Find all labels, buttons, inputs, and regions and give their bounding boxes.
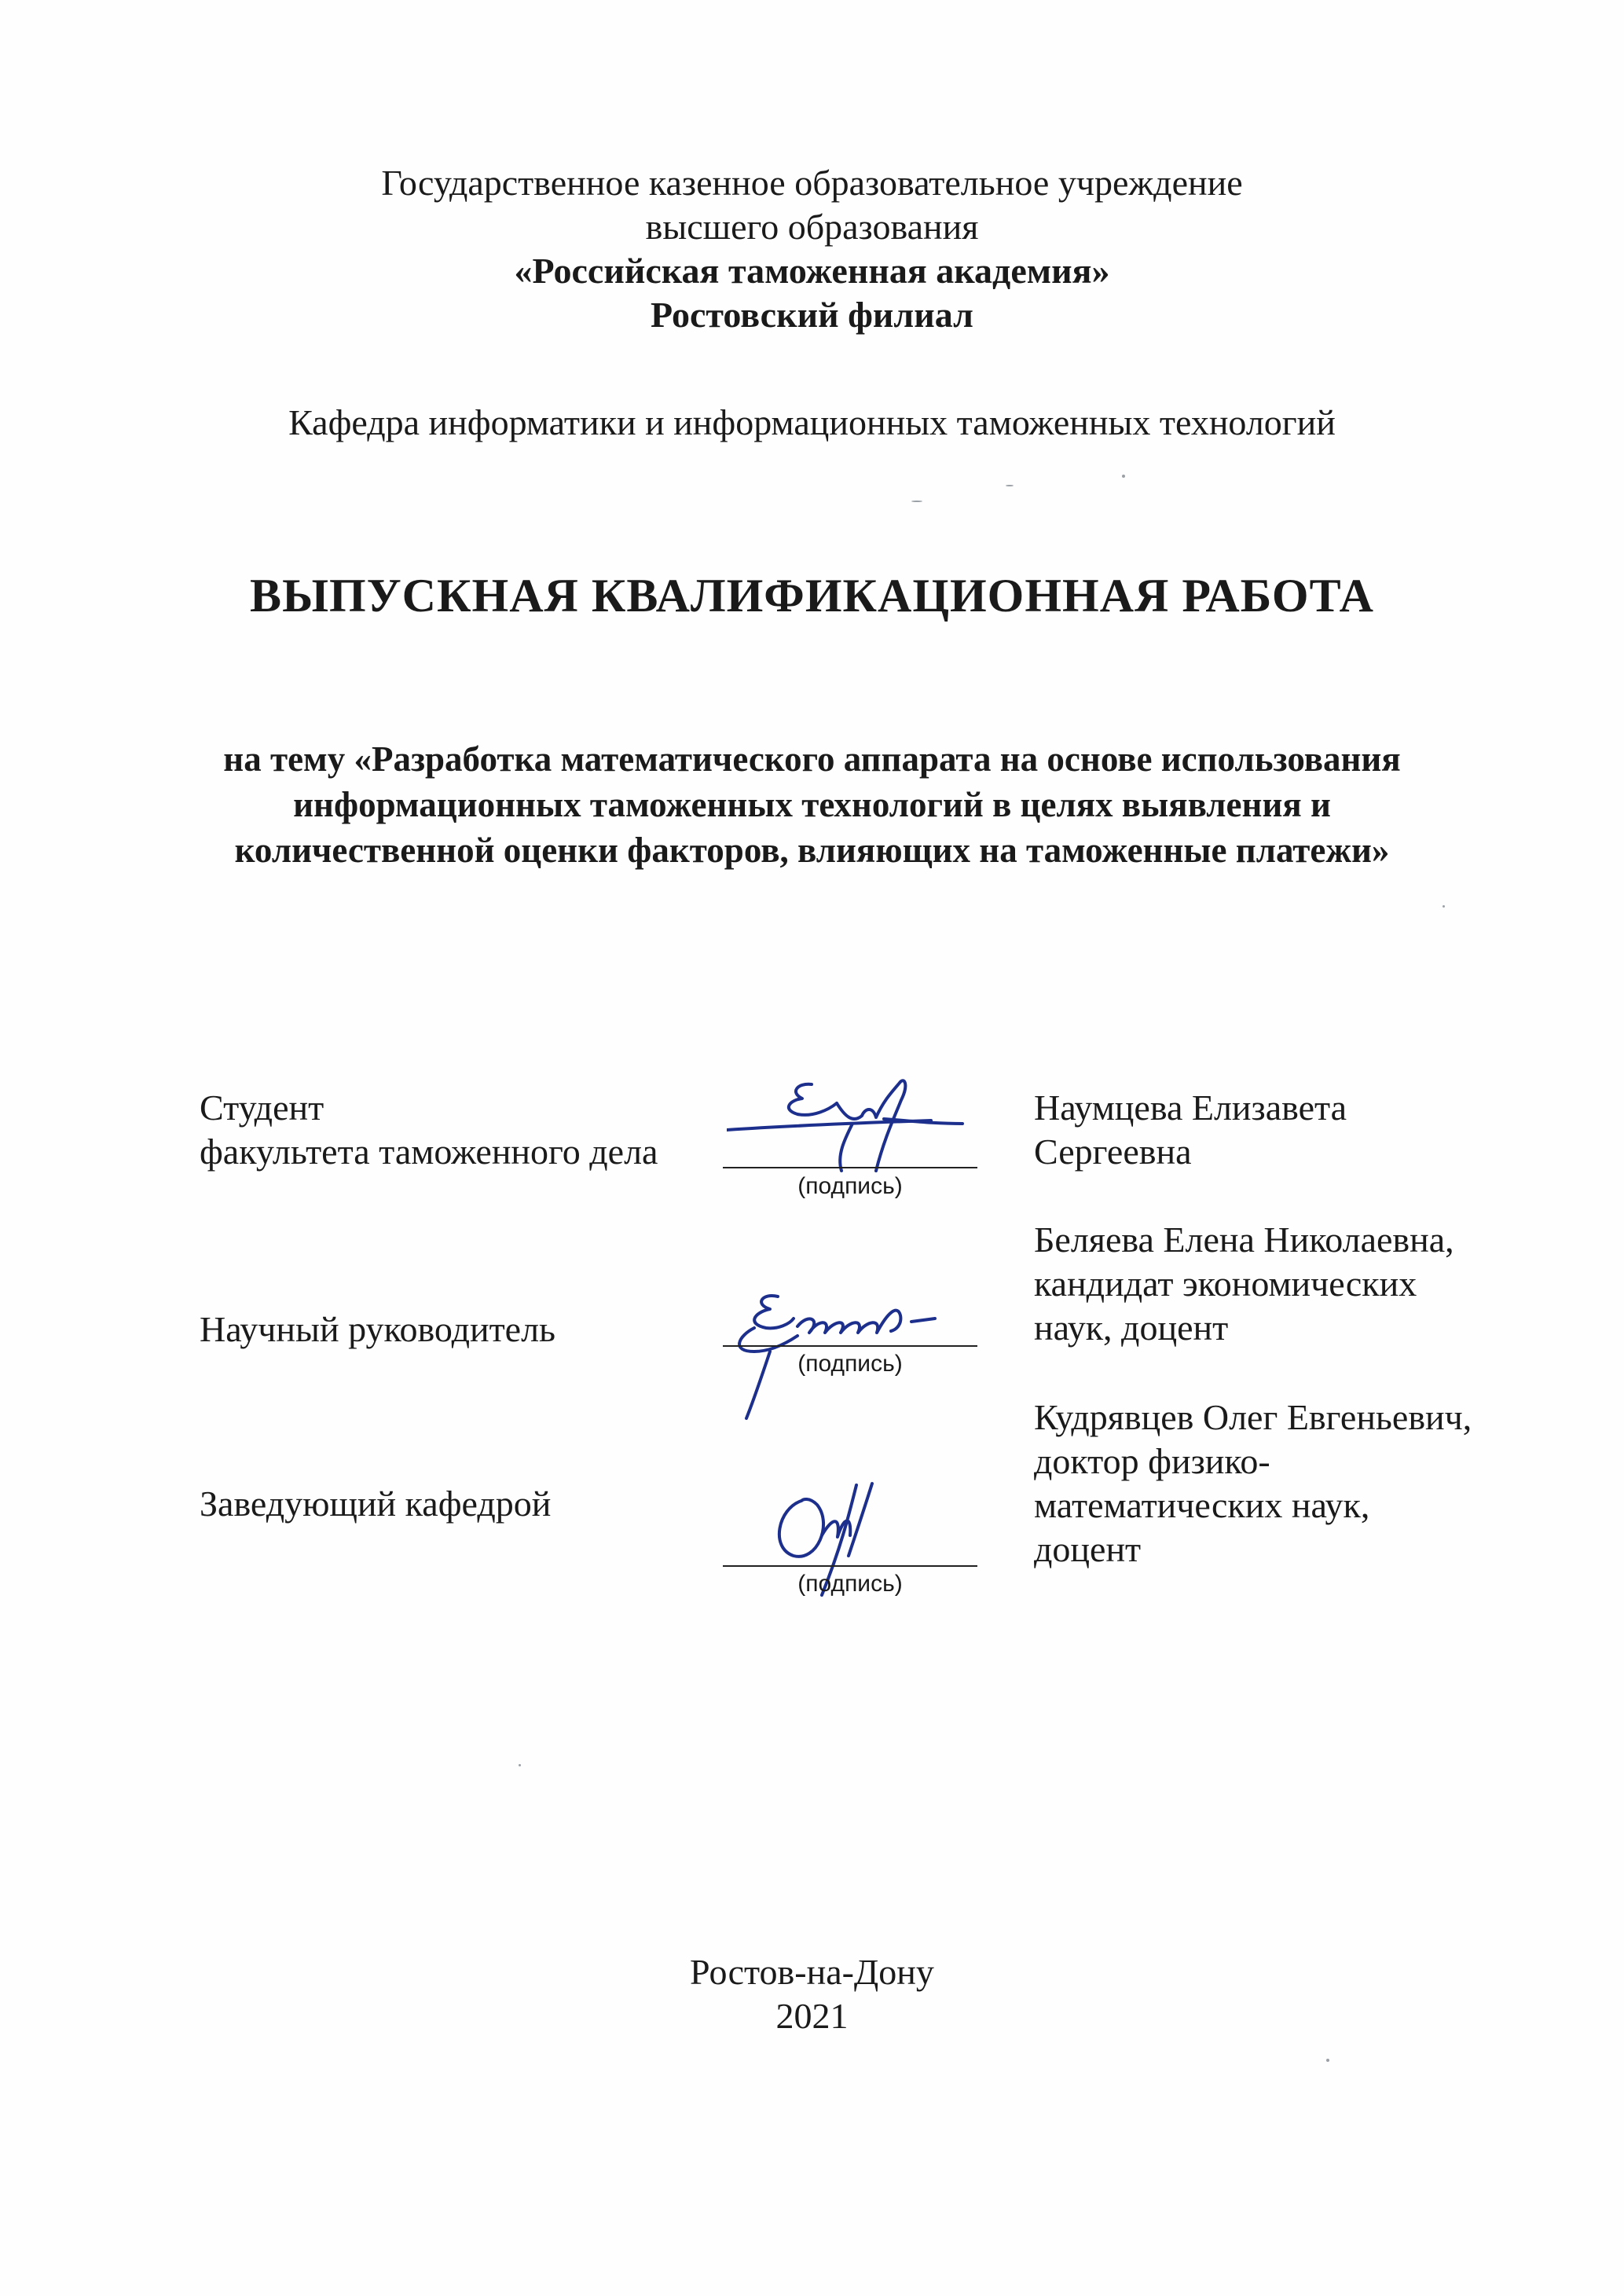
scan-speck [519,1764,521,1766]
branch-name: Ростовский филиал [651,295,973,335]
scan-speck [1326,2059,1329,2062]
supervisor-name-line-1: Беляева Елена Николаевна, [1034,1220,1454,1260]
student-name-line-1: Наумцева Елизавета [1034,1087,1347,1128]
scan-speck [1443,905,1445,908]
institution-line-2: высшего образования [645,207,979,247]
student-signature-caption: (подпись) [797,1173,903,1199]
head-label: Заведующий кафедрой [200,1484,552,1524]
work-title: ВЫПУСКНАЯ КВАЛИФИКАЦИОННАЯ РАБОТА [250,570,1374,622]
topic-line-1: на тему «Разработка математического аппарата на основе использования [223,739,1401,779]
student-signature-line [723,1167,977,1168]
scan-speck [911,501,922,502]
student-name-line-2: Сергеевна [1034,1131,1192,1172]
head-signature-line [723,1565,977,1567]
head-name-line-3: математических наук, [1034,1485,1370,1525]
student-label-line-2: факультета таможенного дела [200,1131,658,1172]
institution-line-1: Государственное казенное образовательное учреждение [381,163,1243,203]
supervisor-signature-caption: (подпись) [797,1351,903,1377]
year: 2021 [775,1996,849,2036]
department-name: Кафедра информатики и информационных таможенных технологий [288,402,1336,442]
supervisor-label: Научный руководитель [200,1309,556,1349]
scan-speck [1006,485,1014,486]
supervisor-name-line-3: наук, доцент [1034,1308,1229,1348]
academy-name: «Российская таможенная академия» [514,251,1110,291]
head-signature-caption: (подпись) [797,1571,903,1597]
head-name-line-4: доцент [1034,1529,1142,1569]
head-name-line-1: Кудрявцев Олег Евгеньевич, [1034,1397,1472,1437]
topic-line-2: информационных таможенных технологий в целях выявления и [293,785,1331,824]
supervisor-signature-line [723,1345,977,1347]
student-label-line-1: Студент [200,1087,324,1128]
supervisor-name-line-2: кандидат экономических [1034,1264,1417,1304]
student-signature [727,1069,978,1187]
topic-line-3: количественной оценки факторов, влияющих на таможенные платежи» [234,831,1390,870]
head-name-line-2: доктор физико- [1034,1441,1270,1481]
city: Ростов-на-Дону [690,1952,934,1992]
scan-speck [1122,475,1125,478]
